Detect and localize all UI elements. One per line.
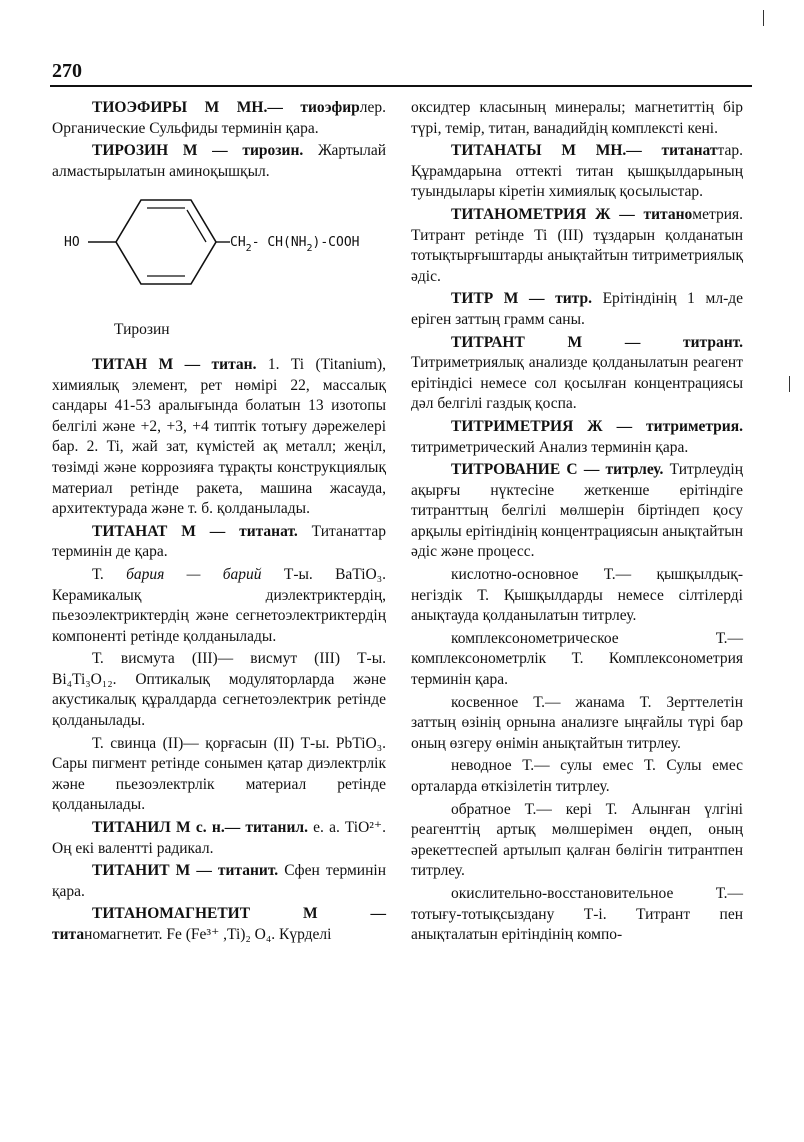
entry-tioefiry (52, 98, 386, 139)
left-column (52, 98, 386, 948)
entry-headword: ТИТАНАТЫ М МН.— титанат (451, 142, 718, 160)
entry-titanaty (411, 141, 743, 203)
entry-kislotno-osnovnoe (411, 565, 743, 627)
entry-text: окислительно-восстановительное Т.— тотығу-тотықсыздану Т-і. Титрант пен анықталатын ерітіндінің компо- (411, 884, 743, 944)
entry-headword: ТИТАНИЛ М с. н.— титанил. (92, 819, 308, 837)
entry-text: 1. Ti (Titanium), химиялық элемент, рет нөмірі 22, массалық сандары 41-53 аралығында болатын 13 изотопы белгілі және +2, +3, +4 типтік тотығу дәрежелері бар. 2. Ti, жай зат, күмістей ақ металл; жеңіл, төзімді және коррозияға тұрақты конструкциялық материал ретінде ракета, машина жасауда, архитектурада және т. б. қолданылады. (52, 355, 386, 518)
entry-titrant (411, 333, 743, 415)
entry-text: обратное Т.— кері Т. Алынған үлгіні реагенттің артық мөлшерімен өңдеп, оның әрекеттеспей артылып қалған бөлігін титрантпен титрлеу. (411, 800, 743, 880)
entry-text: лер. Органические Сульфиды терминін қара. (52, 99, 386, 137)
entry-text: косвенное Т.— жанама Т. Зерттелетін заттың өзінің орнына анализге ыңғайлы түрі бар оның өзгеру өнімін анықтайтын титрлеу. (411, 693, 743, 752)
entry-text: номагнетит. Fe (Fe³⁺ ,Ti)₂ O₄. Күрделі (84, 926, 332, 943)
entry-tirozin (52, 141, 386, 182)
entry-text: кислотно-основное Т.— қышқылдық-негіздік Т. Қышқылдарды немесе сілтілерді анықтауда қолданылатын титрлеу. (411, 566, 743, 625)
tyrosine-structural-formula (52, 186, 386, 316)
margin-mark-mid (789, 376, 790, 392)
entry-titanometriya (411, 205, 743, 287)
entry-titan (52, 355, 386, 520)
entry-text: Титанаттар терминін де қара. (52, 522, 386, 561)
entry-italic: бария — барий (126, 565, 262, 583)
formula-caption: Тирозин (114, 321, 170, 339)
entry-titanat (52, 522, 386, 563)
entry-text: Жартылай алмастырылатын аминоқышқыл. (52, 142, 386, 180)
entry-titanat-svinca (52, 734, 386, 816)
benzene-ring (116, 200, 216, 284)
entry-text: титриметрический Анализ терминін қара. (411, 438, 689, 456)
entry-text: комплексонометрическое Т.— комплексонометрлік Т. Комплексонометрия терминін қара. (411, 629, 743, 689)
entry-text: Титрлеудің ақырғы нүктесіне жеткенше ерітіндіге титранттың белгілі мөлшерін біртіндеп қосу арқылы ерітіндінің концентрациясын анықтайтын әдіс және процесс. (411, 461, 743, 561)
entry-text: Т. свинца (II)— қорғасын (II) Т-ы. PbTiO₃. Сары пигмент ретінде сонымен қатар диэлектрлік және пьезоэлектрлік материал ретінде қолданылады. (52, 734, 386, 814)
entry-headword: ТИТРОВАНИЕ С — титрлеу. (451, 461, 664, 479)
entry-nevodnoe (411, 756, 743, 797)
entry-titanomagnetit-cont (411, 98, 743, 139)
entry-titanil (52, 818, 386, 859)
entry-text: оксидтер класының минералы; магнетиттің бір түрі, темір, титан, ванадийдің комплексті кені. (411, 99, 743, 137)
entry-headword: ТИТАНИТ М — титанит. (92, 862, 279, 880)
header-rule (50, 85, 752, 87)
entry-kompleksonometricheskoe (411, 629, 743, 691)
entry-text: Т-ы. BaTiO₃. Керамикалық диэлектриктердің, пьезоэлектриктердің және сегнетоэлектриктердің компоненті ретінде қолданылады. (52, 565, 387, 645)
entry-text: Т. (92, 565, 127, 583)
entry-titrovanie (411, 460, 743, 563)
entry-headword: ТИТАНАТ М — титанат. (92, 522, 298, 540)
entry-headword: ТИРОЗИН М — тирозин. (92, 142, 304, 160)
entry-text: Ерітіндінің 1 мл-де еріген заттың грамм саны. (411, 290, 743, 328)
entry-headword: ТИТАН М — титан. (92, 355, 257, 373)
entry-titanit (52, 861, 386, 902)
entry-headword: ТИТРИМЕТРИЯ Ж — титриметрия. (451, 417, 743, 435)
entry-titanomagnetit (52, 904, 386, 945)
double-bond-right (187, 210, 206, 242)
entry-text: е. a. TiO²⁺. Оң екі валентті радикал. (52, 819, 386, 857)
entry-obratnoe (411, 800, 743, 882)
margin-mark-top (763, 10, 764, 26)
formula-chain: $CH_2-$ $CH(NH_2)$-COOH (230, 235, 360, 255)
entry-headword: ТИТАНОМАГНЕТИТ М — тита (52, 905, 386, 943)
benzene-ring-diagram (52, 186, 386, 316)
entry-kosvennoe (411, 693, 743, 755)
right-column (411, 98, 743, 948)
entry-headword: ТИТАНОМЕТРИЯ Ж — титано (451, 205, 693, 223)
entry-text: Титриметриялық анализде қолданылатын реагент ерітіндісі немесе сол қосылған концентрациясы дәл белгілі газдық қоспа. (411, 354, 743, 413)
entry-headword: ТИТР М — титр. (451, 290, 592, 308)
entry-text: тар. Құрамдарына оттекті титан қышқылдарының туындылары кіретін химиялық қосылыстар. (411, 142, 743, 201)
formula-ho: HO (64, 235, 80, 251)
entry-titrimetriya (411, 417, 743, 458)
entry-headword: ТИТРАНТ М — титрант. (451, 333, 743, 351)
entry-text: неводное Т.— сулы емес Т. Сулы емес орталарда өткізілетін титрлеу. (411, 757, 743, 795)
entry-text: Т. висмута (III)— висмут (III) Т-ы. Bi₄Ti₃O₁₂. Оптикалық модуляторларда және акустикалық құралдарда сегнетоэлектрик ретінде қолданылады. (52, 650, 386, 730)
entry-text: метрия. Титрант ретінде Ti (III) тұздарын қолданатын тотықтырғыштарды анықтайтын титриметриялық әдіс. (411, 205, 743, 285)
entry-titanat-vismuta (52, 649, 386, 731)
page-number: 270 (52, 60, 82, 82)
entry-titanat-bariya (52, 565, 386, 647)
entry-text: Сфен терминін қара. (52, 862, 386, 900)
entry-titr (411, 289, 743, 330)
entry-headword: ТИОЭФИРЫ М МН.— тиоэфир (92, 99, 360, 116)
entry-okislitelno-vosstanovitelnoe (411, 884, 743, 946)
